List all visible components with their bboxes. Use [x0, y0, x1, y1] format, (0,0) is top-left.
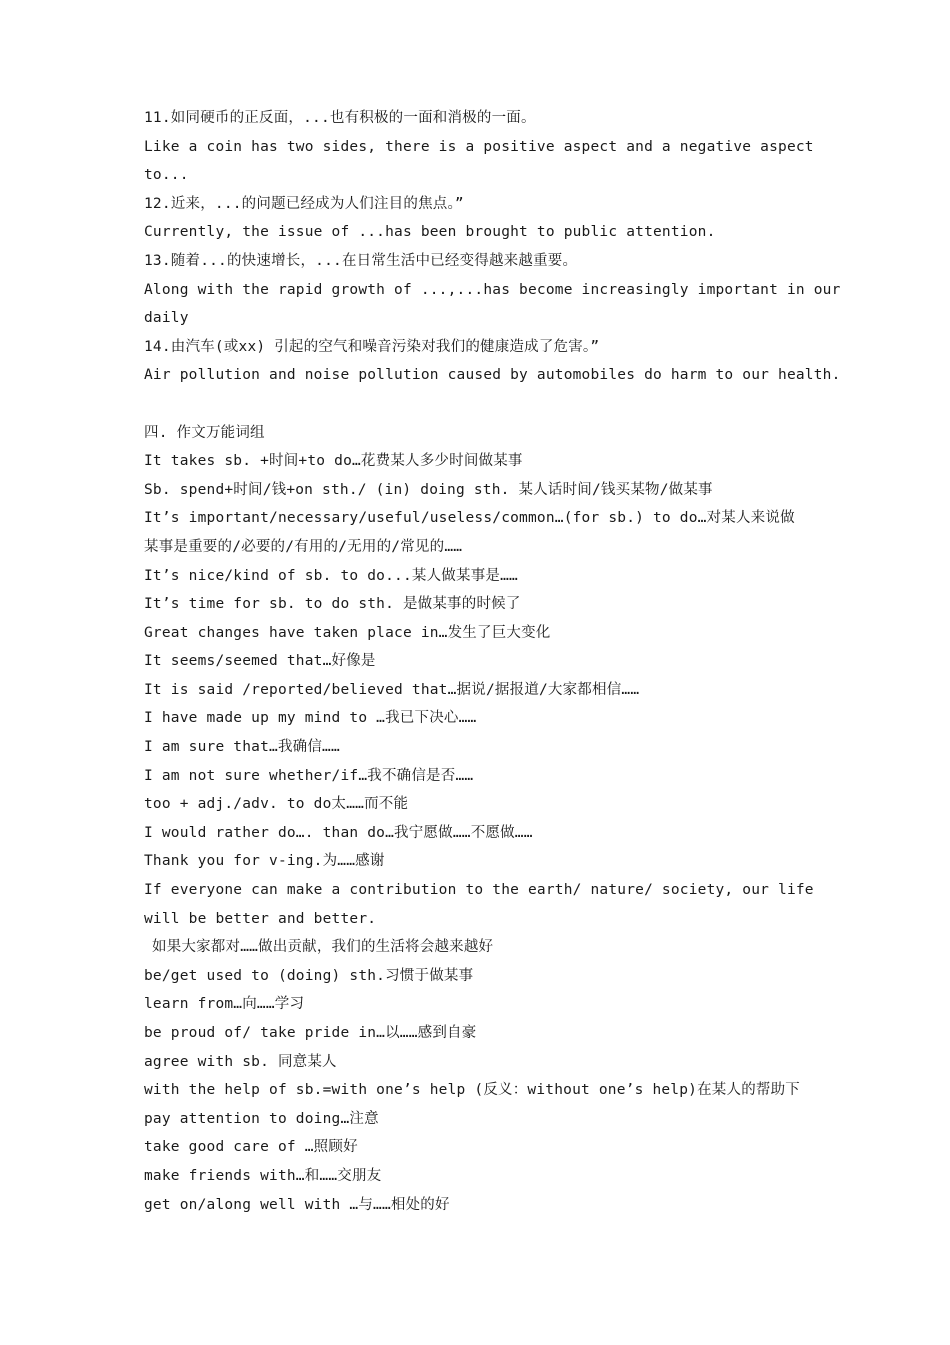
phrase-item: It seems/seemed that…好像是	[144, 653, 376, 670]
phrase-14-chinese: 14.由汽车(或xx) 引起的空气和噪音污染对我们的健康造成了危害。”	[144, 338, 600, 355]
phrase-item: will be better and better.	[144, 910, 377, 927]
phrase-11-chinese: 11.如同硬币的正反面，...也有积极的一面和消极的一面。	[144, 110, 536, 126]
phrase-item: learn from…向……学习	[144, 996, 305, 1013]
phrase-item: I am sure that…我确信……	[144, 739, 340, 756]
phrase-item: with the help of sb.=with one’s help (反义：without one’s help)在某人的帮助下	[144, 1082, 800, 1099]
phrase-item: too + adj./adv. to do太……而不能	[144, 796, 409, 813]
phrase-item: pay attention to doing…注意	[144, 1110, 379, 1127]
phrase-item: Thank you for v-ing.为……感谢	[144, 853, 385, 870]
phrase-item: I would rather do…. than do…我宁愿做……不愿做……	[144, 824, 533, 841]
phrase-item: I am not sure whether/if…我不确信是否……	[144, 767, 474, 784]
phrase-item: agree with sb. 同意某人	[144, 1053, 337, 1070]
phrase-item: It’s nice/kind of sb. to do...某人做某事是……	[144, 567, 518, 584]
phrase-13-english-cont: daily	[144, 310, 189, 327]
phrase-item: get on/along well with …与……相处的好	[144, 1196, 450, 1213]
phrase-13-english: Along with the rapid growth of ...,...has become increasingly important in our	[144, 281, 841, 298]
phrase-11-english: Like a coin has two sides, there is a positive aspect and a negative aspect	[144, 138, 814, 155]
phrase-14-english: Air pollution and noise pollution caused by automobiles do harm to our health.	[144, 367, 841, 384]
phrase-item: It’s time for sb. to do sth. 是做某事的时候了	[144, 596, 521, 613]
section-title: 四. 作文万能词组	[144, 424, 265, 441]
document-page	[144, 104, 841, 1219]
phrase-item: make friends with…和……交朋友	[144, 1167, 382, 1184]
phrase-item: If everyone can make a contribution to the earth/ nature/ society, our life	[144, 882, 814, 899]
phrase-item: It takes sb. +时间+to do…花费某人多少时间做某事	[144, 453, 523, 470]
phrase-13-chinese: 13.随着...的快速增长，...在日常生活中已经变得越来越重要。	[144, 252, 578, 269]
phrase-item: Great changes have taken place in…发生了巨大变化	[144, 624, 551, 641]
phrase-item: take good care of …照顾好	[144, 1139, 358, 1156]
phrase-item: Sb. spend+时间/钱+on sth./ (in) doing sth. 某人话时间/钱买某物/做某事	[144, 481, 713, 498]
phrase-12-english: Currently, the issue of ...has been brought to public attention.	[144, 224, 716, 241]
phrase-item: be/get used to (doing) sth.习惯于做某事	[144, 967, 474, 984]
phrase-item: It’s important/necessary/useful/useless/common…(for sb.) to do…对某人来说做	[144, 510, 795, 527]
phrase-item: be proud of/ take pride in…以……感到自豪	[144, 1025, 477, 1041]
phrase-item: 某事是重要的/必要的/有用的/无用的/常见的……	[144, 538, 463, 555]
phrase-item: 如果大家都对……做出贡献，我们的生活将会越来越好	[152, 939, 494, 956]
phrase-item: It is said /reported/believed that…据说/据报道/大家都相信……	[144, 681, 640, 698]
phrase-item: I have made up my mind to …我已下决心……	[144, 710, 477, 727]
blank-line	[144, 390, 814, 419]
phrase-12-chinese: 12.近来，...的问题已经成为人们注目的焦点。”	[144, 195, 464, 212]
phrase-11-english-cont: to...	[144, 167, 189, 184]
